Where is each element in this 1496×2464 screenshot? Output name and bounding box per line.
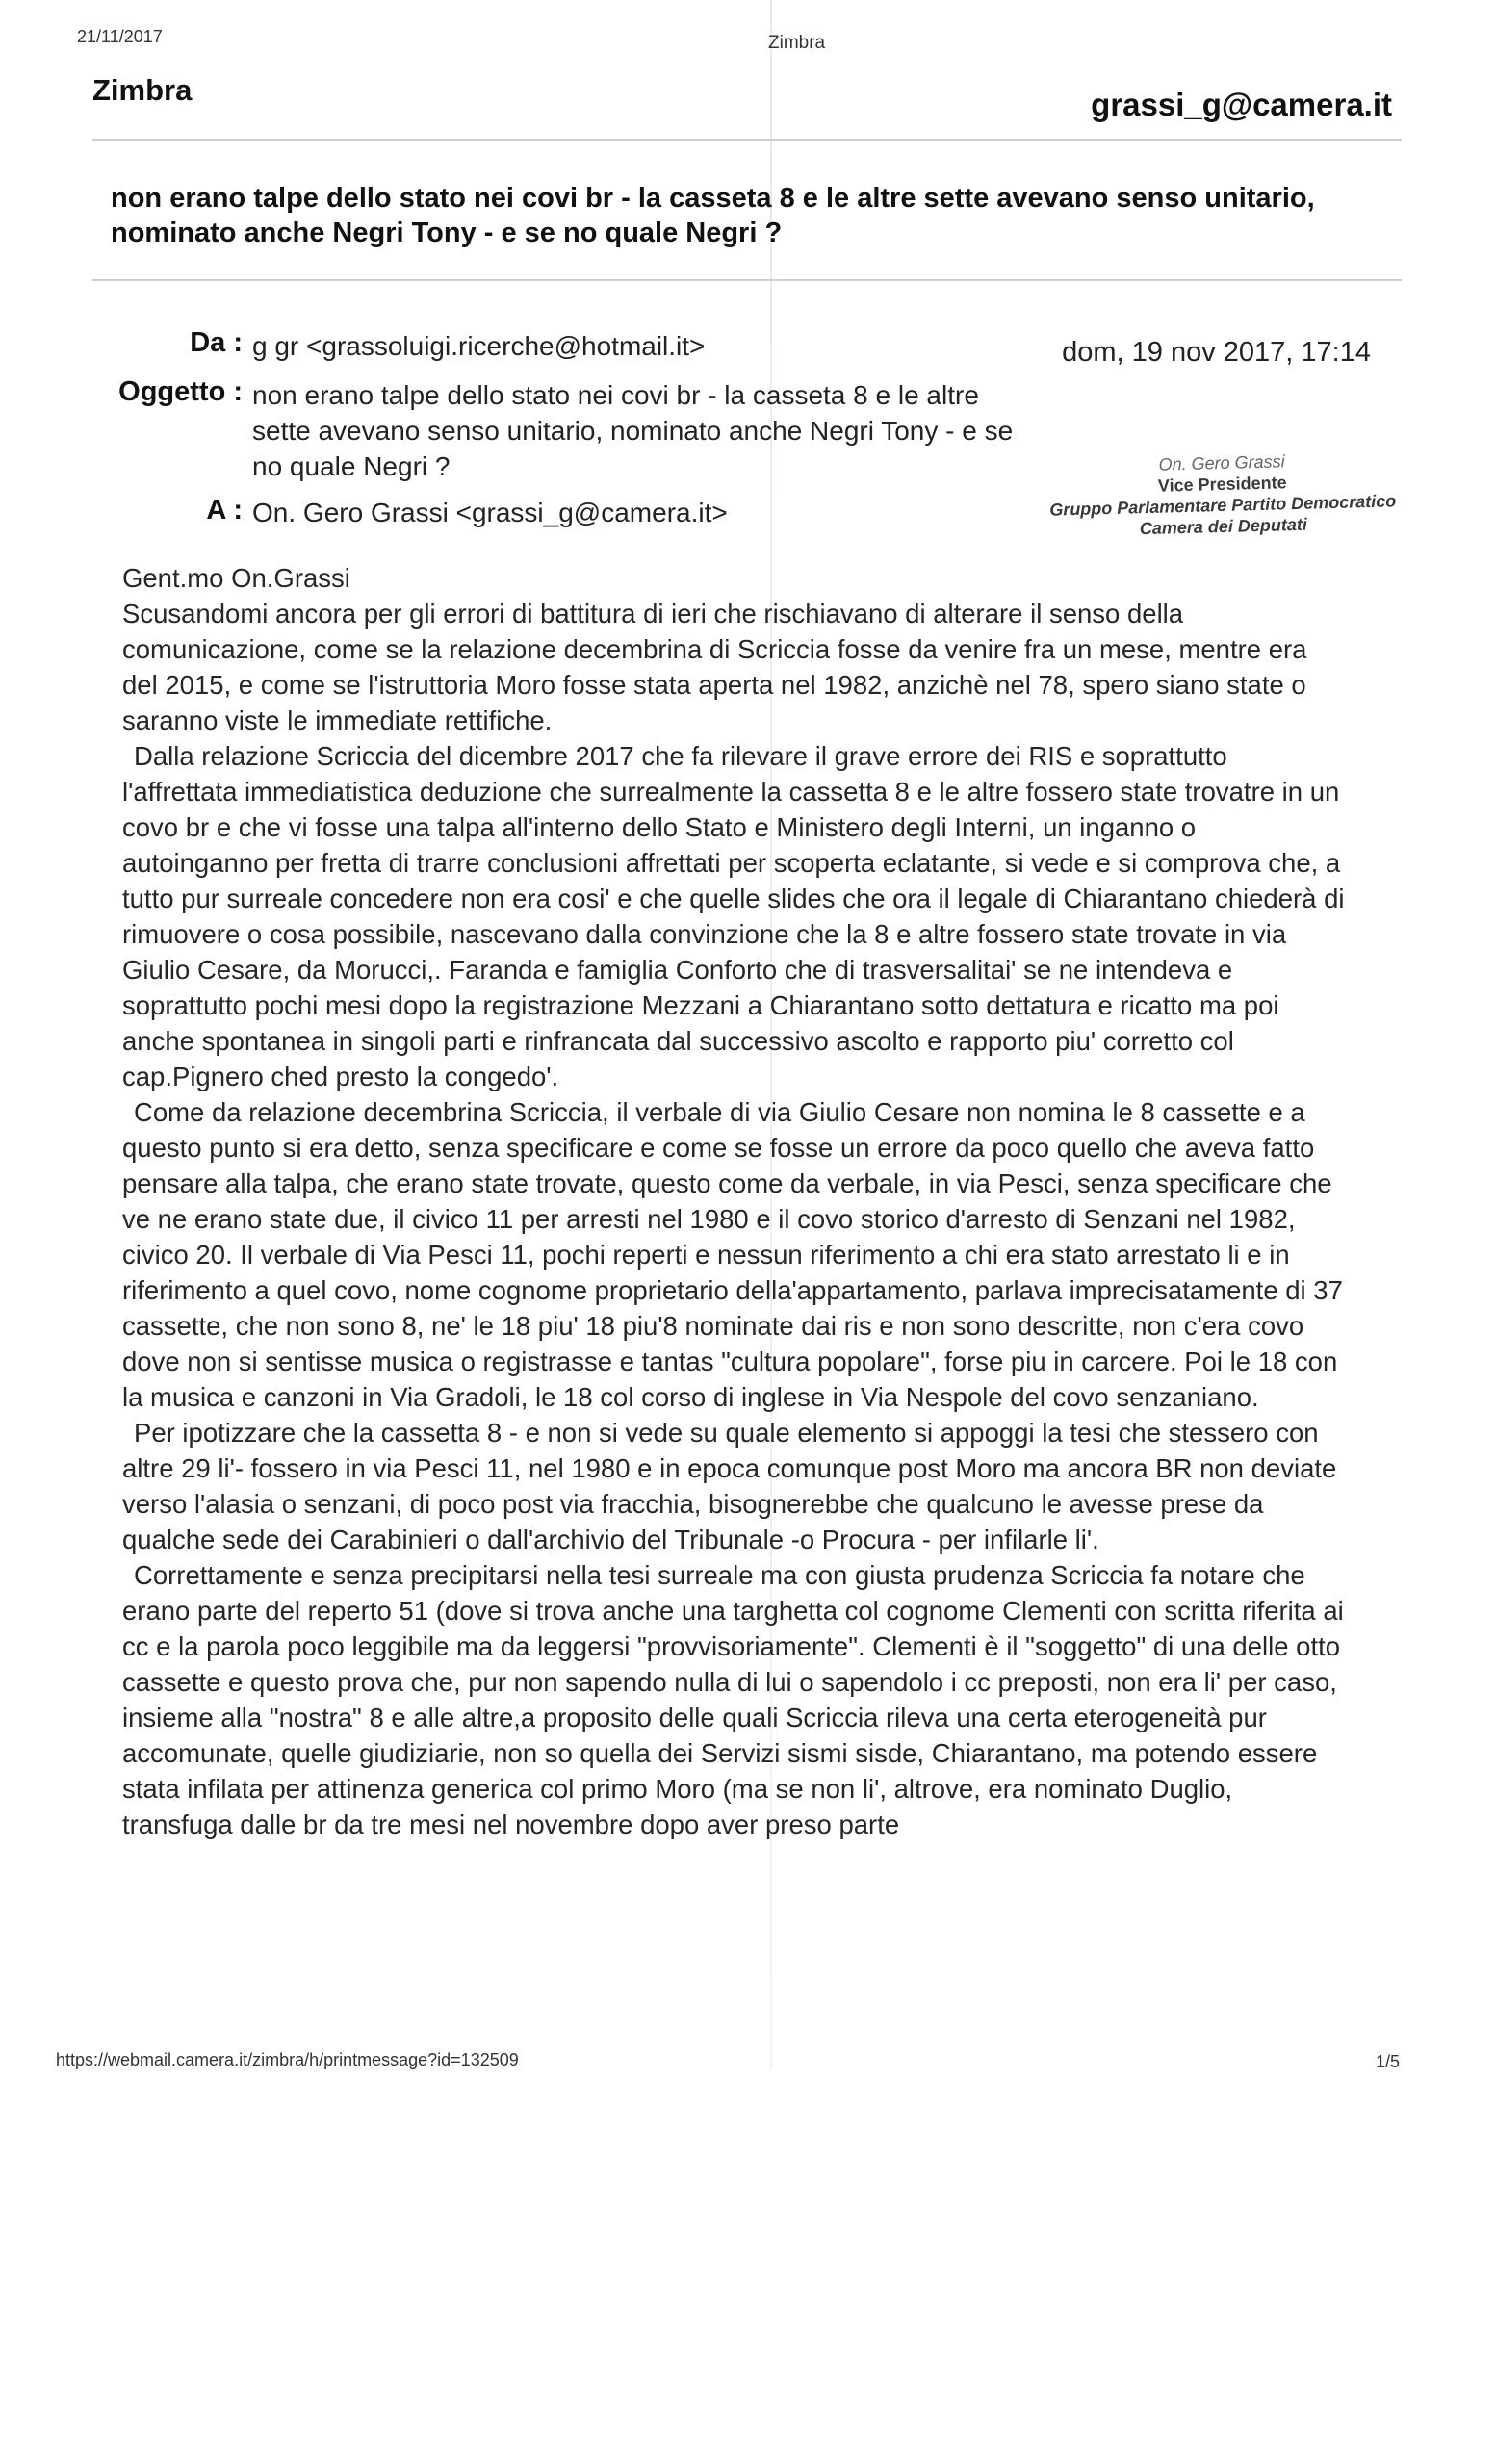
body-paragraph: Come da relazione decembrina Scriccia, il verbale di via Giulio Cesare non nomina le 8 cassette e a questo punto si era detto, senza specificare e come se fosse un errore da poco quello che aveva fatto pensare alla talpa, che erano state trovate, questo come da verbale, in via Pesci, senza specificare che ve ne erano state due, il civico 11 per arresti nel 1980 e il covo storico d'arresto di Senzani nel 1982, civico 20. Il verbale di Via Pesci 11, pochi reperti e nessun riferimento a chi era stato arrestato li e in riferimento a quel covo, nome cognome proprietario della'appartamento, parlava imprecisatamente di 37 cassette, che non sono 8, ne' le 18 piu' 18 piu'8 nominate dai ris e non sono descritte, non c'era covo dove non si sentisse musica o registrasse e tantas "cultura popolare", forse piu in carcere. Poi le 18 con la musica e canzoni in Via Gradoli, le 18 col corso di inglese in Via Nespole del covo senzaniano. <box>122 1097 1343 1412</box>
official-stamp <box>1019 448 1426 543</box>
subject-value: non erano talpe dello stato nei covi br - la casseta 8 e le altre sette avevano senso unitario, nominato anche Negri Tony - e se no quale Negri ? <box>252 380 1014 481</box>
footer-url: https://webmail.camera.it/zimbra/h/printmessage?id=132509 <box>56 2050 519 2069</box>
body-paragraph: Dalla relazione Scriccia del dicembre 2017 che fa rilevare il grave errore dei RIS e soprattutto l'affrettata immediatistica deduzione che surrealmente la cassetta 8 e le altre fossero state trovatre in un covo br e che vi fosse una talpa all'interno dello Stato e Ministero degli Interni, un inganno o autoinganno per fretta di trarre conclusioni affrettati per scoperta eclatante, si vede e si comprova che, a tutto pur surreale concedere non era cosi' e che quelle slides che ora il legale di Chiarantano chiederà di rimuovere o cosa possibile, nascevano dalla convinzione che la 8 e altre fossero state trovate in via Giulio Cesare, da Morucci,. Faranda e famiglia Conforto che di trasversalitai' se ne intendeva e soprattutto pochi mesi dopo la registrazione Mezzani a Chiarantano sotto dettatura e ricatto ma poi anche spontanea in singoli parti e rinfrancata dal successivo ascolto e rapporto piu' corretto col cap.Pignero ched presto la congedo'. <box>122 741 1345 1091</box>
from-value: g gr <grassoluigi.ricerche@hotmail.it> <box>252 331 706 361</box>
to-label: A : <box>206 495 243 526</box>
stamp-chamber: Camera dei Deputati <box>1139 514 1308 539</box>
message-body <box>122 560 1345 1842</box>
body-greeting: Gent.mo On.Grassi <box>122 563 350 593</box>
to-value: On. Gero Grassi <grassi_g@camera.it> <box>252 498 728 527</box>
stamp-role: Vice Presidente <box>1157 473 1287 496</box>
body-paragraph: Correttamente e senza precipitarsi nella tesi surreale ma con giusta prudenza Scriccia fa notare che erano parte del reperto 51 (dove si trova anche una targhetta col cognome Clementi con scritta riferita ai cc e la parola poco leggibile ma da leggersi "provvisoriamente". Clementi è il "soggetto" di una delle otto cassette e questo prova che, pur non sapendo nulla di lui o sapendolo i cc preposti, non era li' per caso, insieme alla "nostra" 8 e alle altre,a proposito delle quali Scriccia rileva una certa eterogeneità pur accomunate, quelle giudiziarie, non so quella dei Servizi sismi sisde, Chiarantano, ma potendo essere stata infilata per attinenza generica col primo Moro (ma se non li', altrove, era nominato Duglio, transfuga dalle br da tre mesi nel novembre dopo aver preso parte <box>122 1560 1344 1839</box>
print-date: 21/11/2017 <box>77 27 163 46</box>
header-divider <box>92 139 1402 141</box>
title-divider <box>92 279 1402 281</box>
page-number: 1/5 <box>1375 2052 1400 2071</box>
message-date: dom, 19 nov 2017, 17:14 <box>1062 337 1371 368</box>
subject-label: Oggetto : <box>118 376 243 407</box>
body-paragraph: Per ipotizzare che la cassetta 8 - e non si vede su quale elemento si appoggi la tesi che stessero con altre 29 li'- fossero in via Pesci 11, nel 1980 e in epoca comunque post Moro ma ancora BR non deviate verso l'alasia o senzani, di poco post via fracchia, bisognerebbe che qualcuno le avesse prese da qualche sede dei Carabinieri o dall'archivio del Tribunale -o Procura - per infilarle li'. <box>122 1418 1337 1554</box>
from-label: Da : <box>190 327 243 358</box>
stamp-name: On. Gero Grassi <box>1158 451 1285 475</box>
message-title: non erano talpe dello stato nei covi br - la casseta 8 e le altre sette avevano senso unitario, nominato anche Negri Tony - e se no quale Negri ? <box>111 183 1315 248</box>
app-name: Zimbra <box>92 73 193 107</box>
body-paragraph: Scusandomi ancora per gli errori di battitura di ieri che rischiavano di alterare il senso della comunicazione, come se la relazione decembrina di Scriccia fosse da venire fra un mese, mentre era del 2015, e come se l'istruttoria Moro fosse stata aperta nel 1982, anzichè nel 78, spero siano state o saranno viste le immediate rettifiche. <box>122 599 1307 735</box>
stamp-group: Gruppo Parlamentare Partito Democratico <box>1049 491 1397 520</box>
account-email: grassi_g@camera.it <box>1091 87 1392 122</box>
print-header-title: Zimbra <box>768 33 826 53</box>
